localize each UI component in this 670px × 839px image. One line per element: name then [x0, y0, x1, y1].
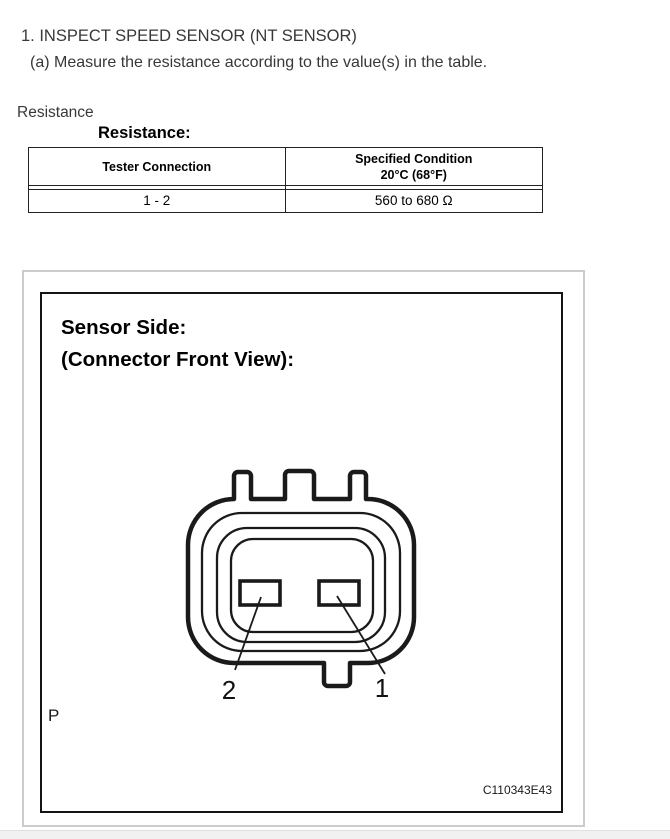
resistance-section-label: Resistance — [17, 104, 94, 121]
connector-body-outline — [188, 471, 414, 686]
page-bottom-strip — [0, 830, 670, 839]
figure-heading-line1: Sensor Side: — [61, 316, 187, 339]
spec-table-header-row — [29, 148, 542, 186]
cell-tester-connection: 1 - 2 — [29, 190, 286, 212]
resistance-table-caption: Resistance: — [98, 124, 191, 142]
connector-figure-frame — [22, 270, 585, 827]
connector-figure-canvas — [40, 292, 563, 813]
resistance-spec-table — [28, 147, 543, 213]
header-tester-connection-label: Tester Connection — [102, 159, 212, 174]
step-a-instruction: (a) Measure the resistance according to the value(s) in the table. — [30, 54, 488, 71]
header-tester-connection — [29, 148, 286, 185]
figure-heading-line2: (Connector Front View): — [61, 347, 295, 371]
connector-front-view-diagram — [42, 294, 561, 811]
pin-1-socket — [319, 581, 359, 605]
cell-specified-condition: 560 to 680 Ω — [374, 193, 453, 208]
pin-2-label: 2 — [221, 675, 237, 705]
header-specified-condition-line1: Specified Condition — [355, 151, 473, 166]
figure-code: C110343E43 — [482, 783, 552, 797]
pin-1-label: 1 — [374, 673, 390, 703]
inspection-step-title: 1. INSPECT SPEED SENSOR (NT SENSOR) — [21, 27, 357, 45]
header-specified-condition-line2: 20°C (68°F) — [380, 167, 447, 182]
spec-table-data-row — [29, 190, 542, 212]
header-specified-condition — [286, 148, 543, 185]
figure-corner-label: P — [48, 706, 60, 725]
